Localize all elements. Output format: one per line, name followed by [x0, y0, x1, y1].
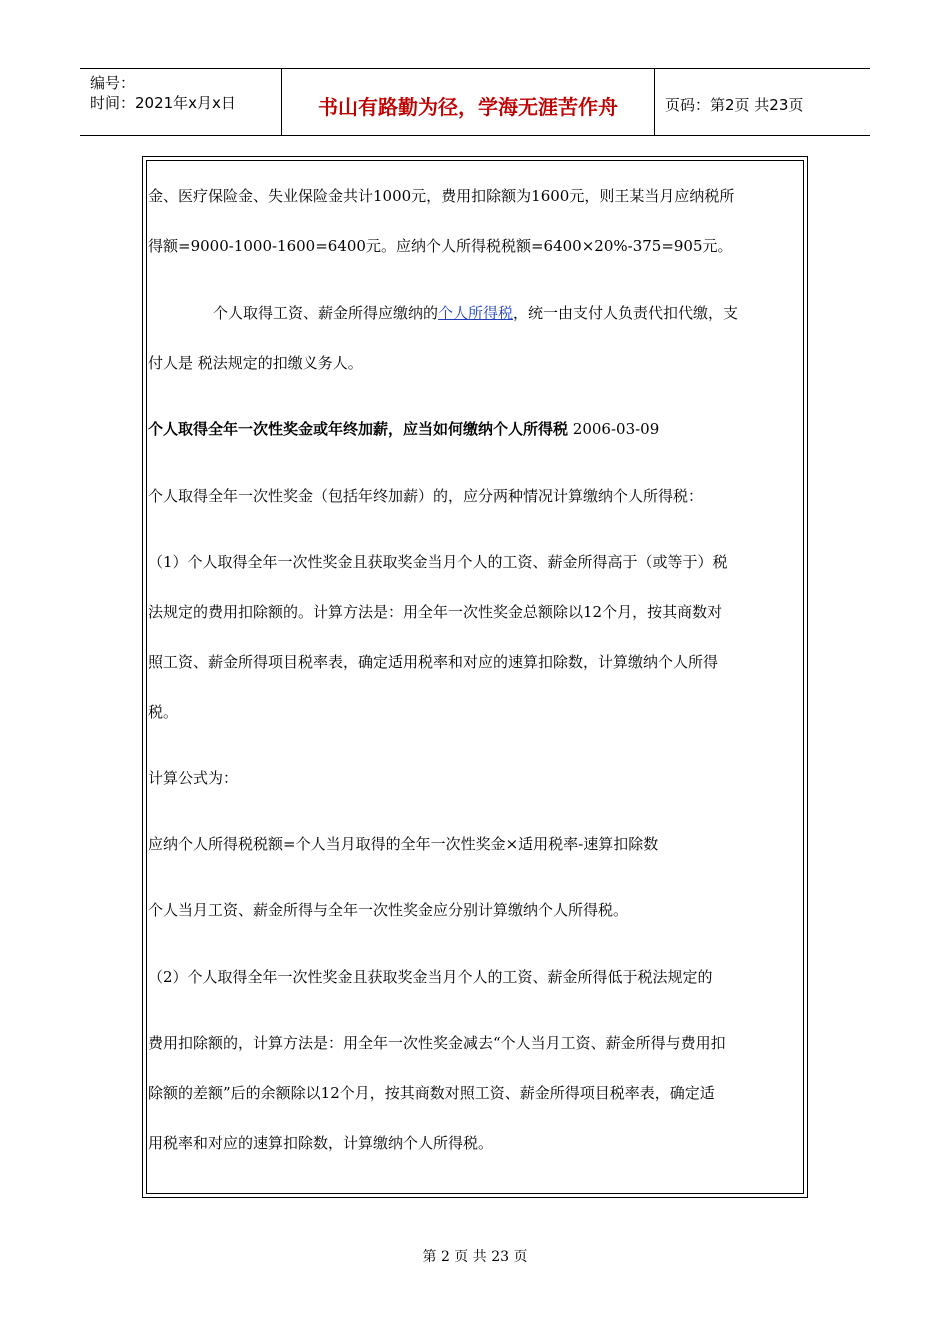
paragraph-line: 照工资、薪金所得项目税率表，确定适用税率和对应的速算扣除数，计算缴纳个人所得 [148, 653, 719, 671]
header-divider [654, 69, 655, 135]
paragraph-text: ，统一由支付人负责代扣代缴，支 [513, 304, 739, 322]
paragraph-line: 个人取得全年一次性奖金（包括年终加薪）的，应分两种情况计算缴纳个人所得税： [148, 487, 704, 505]
section-title: 个人取得全年一次性奖金或年终加薪，应当如何缴纳个人所得税 [148, 420, 569, 438]
time-label: 时间：2021年x月x日 [90, 94, 236, 112]
header-motto: 书山有路勤为径，学海无涯苦作舟 [318, 95, 618, 119]
paragraph-line: （2）个人取得全年一次性奖金且获取奖金当月个人的工资、薪金所得低于税法规定的 [148, 968, 713, 986]
paragraph-line: 税。 [148, 703, 179, 721]
section-date: 2006-03-09 [568, 420, 660, 438]
header-meta [90, 73, 236, 113]
paragraph-text: 个人取得工资、薪金所得应缴纳的 [213, 304, 439, 322]
paragraph-line: （1）个人取得全年一次性奖金且获取奖金当月个人的工资、薪金所得高于（或等于）税 [148, 553, 728, 571]
page-footer: 第 2 页 共 23 页 [422, 1249, 528, 1265]
paragraph-line: 法规定的费用扣除额的。计算方法是：用全年一次性奖金总额除以12个月，按其商数对 [148, 603, 723, 621]
paragraph-line: 用税率和对应的速算扣除数，计算缴纳个人所得税。 [148, 1134, 494, 1152]
paragraph-line: 费用扣除额的，计算方法是：用全年一次性奖金减去“个人当月工资、薪金所得与费用扣 [148, 1034, 726, 1052]
paragraph-line: 个人当月工资、薪金所得与全年一次性奖金应分别计算缴纳个人所得税。 [148, 901, 629, 919]
formula-line: 应纳个人所得税税额=个人当月取得的全年一次性奖金×适用税率-速算扣除数 [148, 835, 659, 853]
paragraph-line: 除额的差额”后的余额除以12个月，按其商数对照工资、薪金所得项目税率表，确定适 [148, 1084, 715, 1102]
header-page-info: 页码：第2页 共23页 [665, 96, 804, 114]
section-heading [148, 419, 659, 439]
paragraph-line: 计算公式为： [148, 769, 239, 787]
page-header [80, 68, 870, 136]
paragraph-line: 金、医疗保险金、失业保险金共计1000元，费用扣除额为1600元，则王某当月应纳税所 [148, 187, 735, 205]
paragraph-line: 付人是 税法规定的扣缴义务人。 [148, 354, 363, 372]
paragraph-line [213, 303, 738, 323]
tax-link[interactable]: 个人所得税 [438, 304, 514, 322]
number-label: 编号： [90, 74, 136, 92]
paragraph-line: 得额=9000-1000-1600=6400元。应纳个人所得税税额=6400×20%-375=905元。 [148, 237, 733, 255]
